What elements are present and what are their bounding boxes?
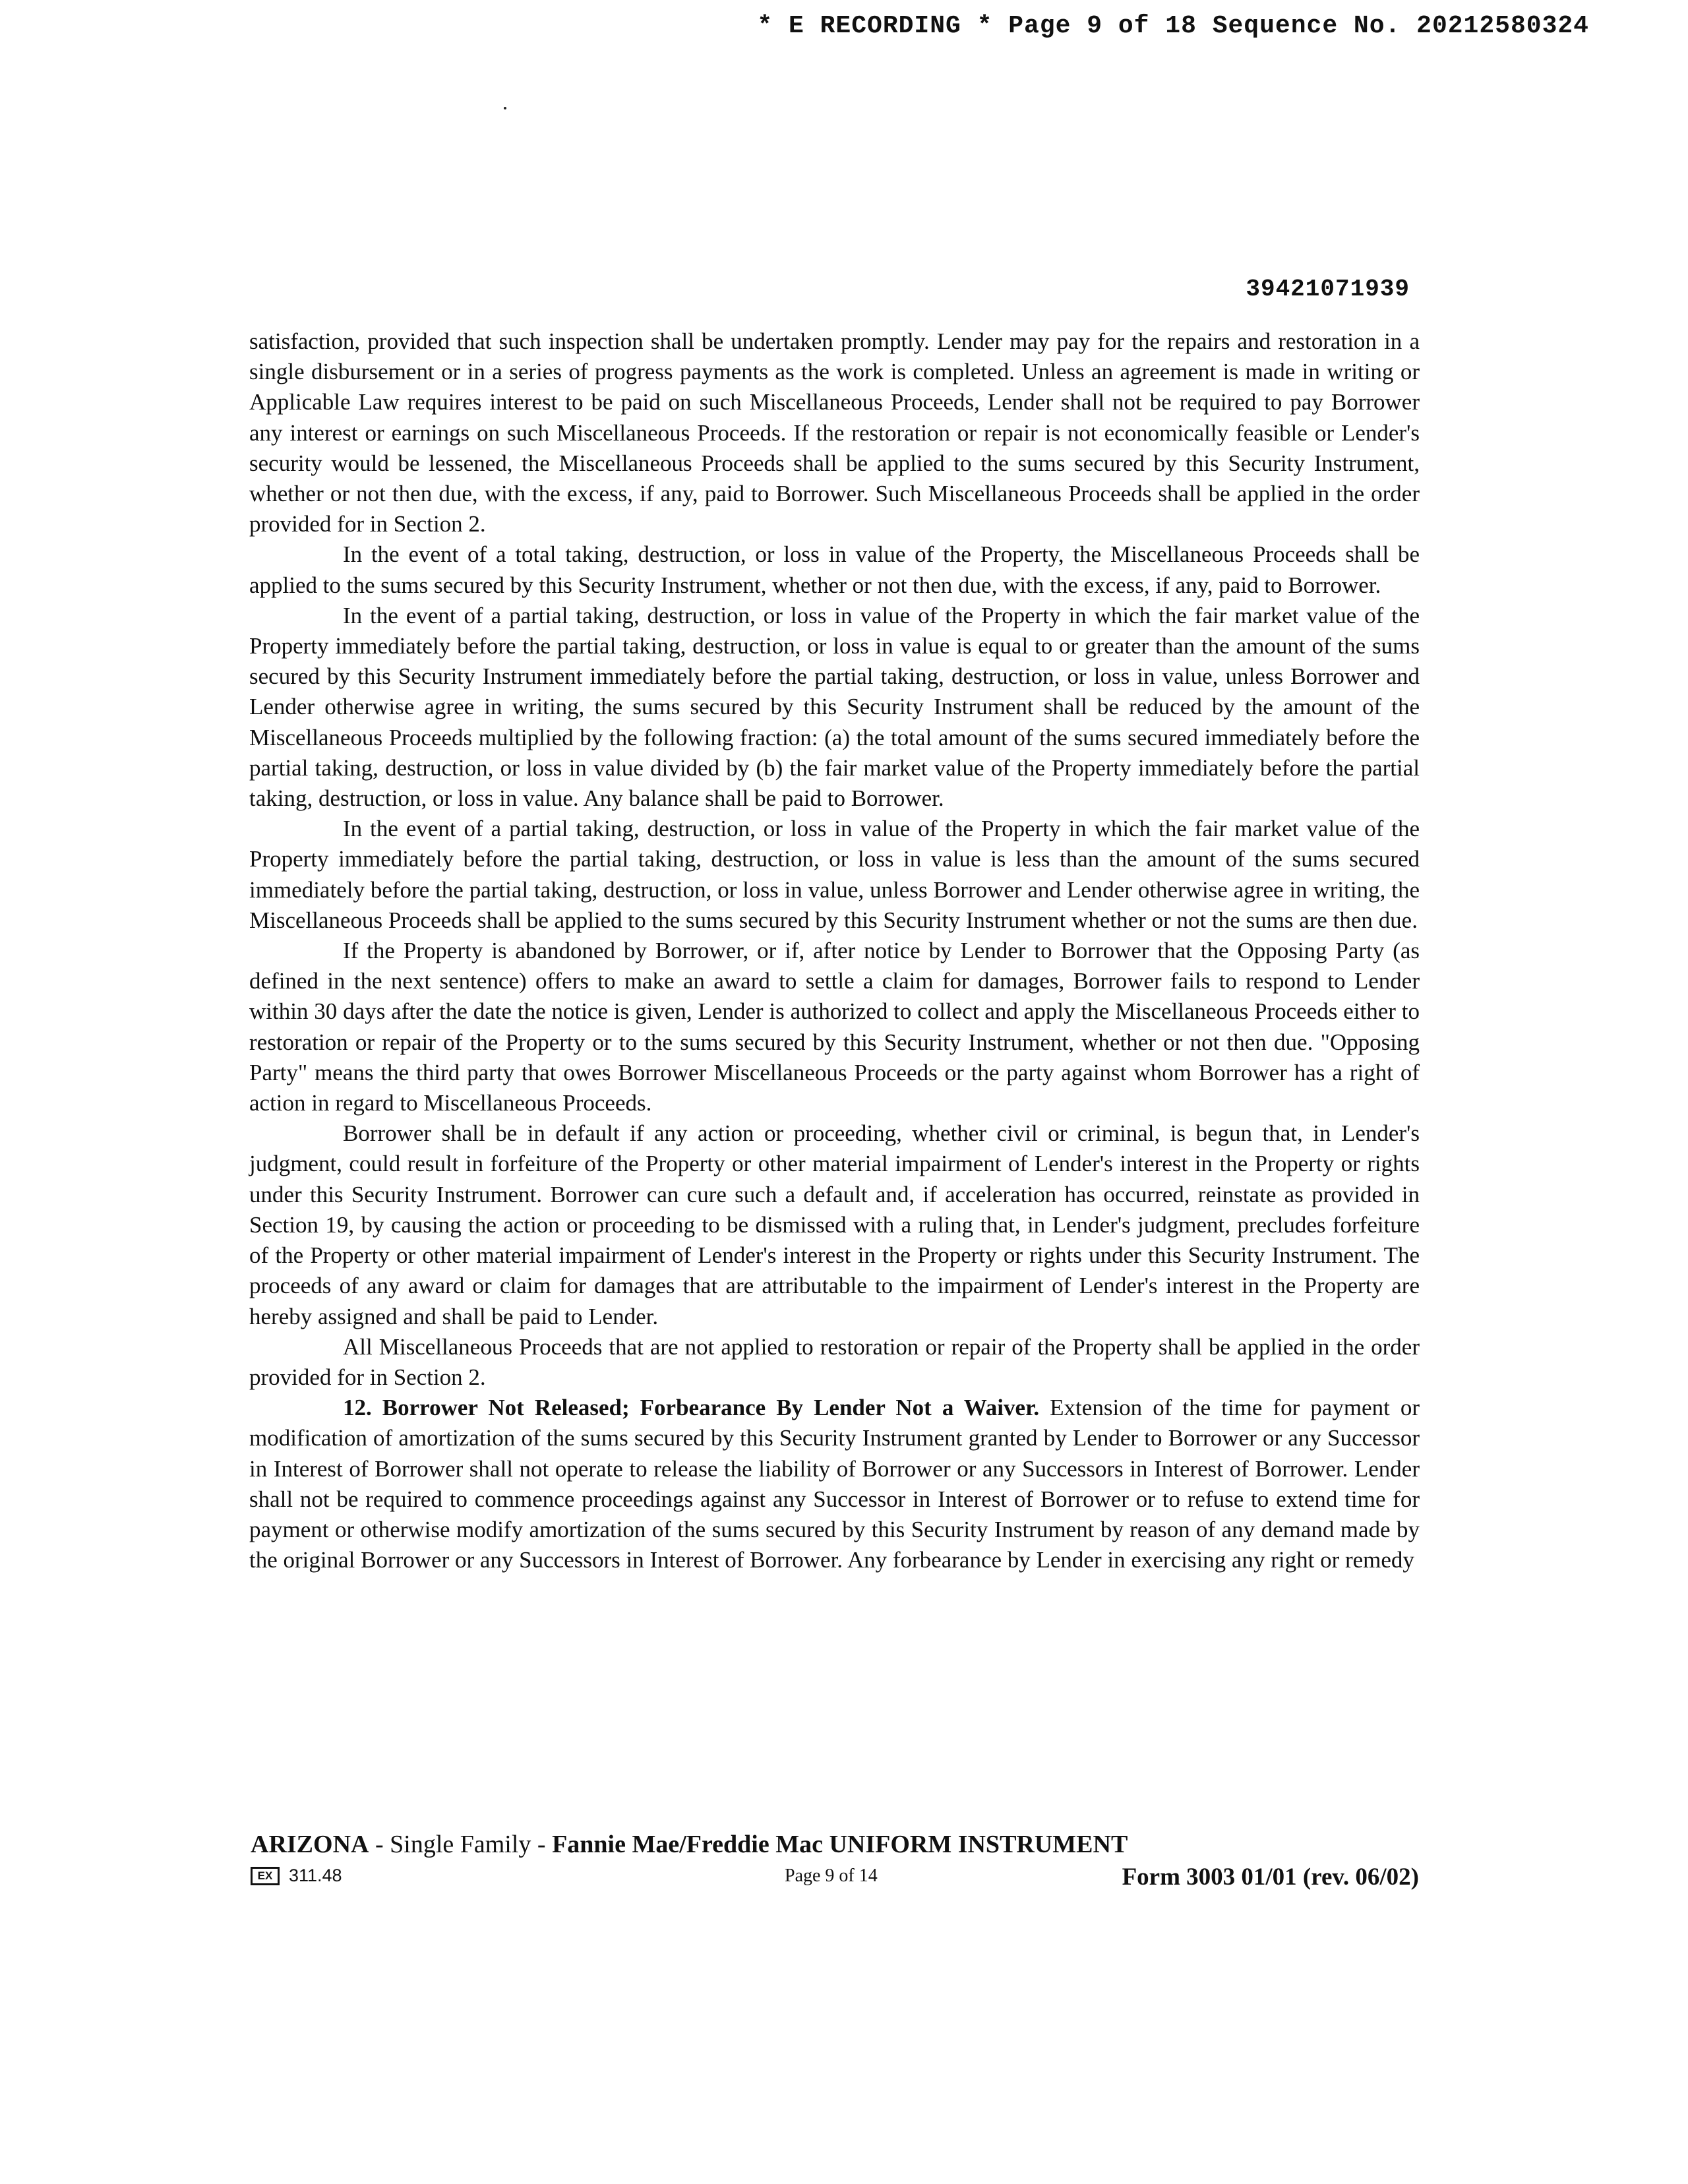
section-12-text: Extension of the time for payment or modification of amortization of the sums secured by this Security Instrument granted by Lender to Borrower or any Successor in Interest of Borrower shall not operate to release the liability of Borrower or any Successors in Interest of Borrower. Lender shall not be required to commence proceedings against any Successor in Interest of Borrower or to refuse to extend time for payment or otherwise modify amortization of the sums secured by this Security Instrument by reason of any demand made by the original Borrower or any Successors in Interest of Borrower. Any forbearance by Lender in exercising any right or remedy: [249, 1395, 1420, 1573]
paragraph-partial-taking-less: In the event of a partial taking, destruction, or loss in value of the Property in which the fair market value of the Property immediately before the partial taking, destruction, or loss in value is less than the amount of the sums secured immediately before the partial taking, destruction, or loss in value, unless Borrower and Lender otherwise agree in writing, the Miscellaneous Proceeds shall be applied to the sums secured by this Security Instrument whether or not the sums are then due.: [249, 816, 1420, 933]
footer-title: [251, 1830, 1419, 1859]
paragraph-partial-taking-greater: In the event of a partial taking, destruction, or loss in value of the Property in which the fair market value of the Property immediately before the partial taking, destruction, or loss in value is equal to or greater than the amount of the sums secured by this Security Instrument immediately before the partial taking, destruction, or loss in value, unless Borrower and Lender otherwise agree in writing, the sums secured by this Security Instrument shall be reduced by the amount of the Miscellaneous Proceeds multiplied by the following fraction: (a) the total amount of the sums secured immediately before the partial taking, destruction, or loss in value divided by (b) the fair market value of the Property immediately before the partial taking, destruction, or loss in value. Any balance shall be paid to Borrower.: [249, 602, 1420, 812]
footer-separator: - Single Family -: [369, 1831, 553, 1858]
loan-number: 39421071939: [1246, 276, 1410, 303]
footer-instrument: Fannie Mae/Freddie Mac UNIFORM INSTRUMENT: [552, 1831, 1128, 1858]
document-body: [249, 326, 1420, 1575]
paragraph-abandonment: If the Property is abandoned by Borrower, or if, after notice by Lender to Borrower that the Opposing Party (as defined in the next sentence) offers to make an award to settle a claim for damages, Borrower fails to respond to Lender within 30 days after the date the notice is given, Lender is authorized to collect and apply the Miscellaneous Proceeds either to restoration or repair of the Property or to the sums secured by this Security Instrument, whether or not then due. "Opposing Party" means the third party that owes Borrower Miscellaneous Proceeds or the party against whom Borrower has a right of action in regard to Miscellaneous Proceeds.: [249, 938, 1420, 1116]
scan-speck: [504, 107, 506, 109]
form-code-number: 311.48: [289, 1866, 342, 1885]
paragraph-default: Borrower shall be in default if any action or proceeding, whether civil or criminal, is begun that, in Lender's judgment, could result in forfeiture of the Property or other material impairment of Lender's interest in the Property or rights under this Security Instrument. Borrower can cure such a default and, if acceleration has occurred, reinstate as provided in Section 19, by causing the action or proceeding to be dismissed with a ruling that, in Lender's judgment, precludes forfeiture of the Property or other material impairment of Lender's interest in the Property or rights under this Security Instrument. The proceeds of any award or claim for damages that are attributable to the impairment of Lender's interest in the Property are hereby assigned and shall be paid to Lender.: [249, 1120, 1420, 1329]
paragraph-continuation: satisfaction, provided that such inspection shall be undertaken promptly. Lender may pay for the repairs and restoration in a single disbursement or in a series of progress payments as the work is completed. Unless an agreement is made in writing or Applicable Law requires interest to be paid on such Miscellaneous Proceeds, Lender shall not be required to pay Borrower any interest or earnings on such Miscellaneous Proceeds. If the restoration or repair is not economically feasible or Lender's security would be lessened, the Miscellaneous Proceeds shall be applied to the sums secured by this Security Instrument, whether or not then due, with the excess, if any, paid to Borrower. Such Miscellaneous Proceeds shall be applied in the order provided for in Section 2.: [249, 328, 1420, 537]
paragraph-total-taking: In the event of a total taking, destruction, or loss in value of the Property, the Miscellaneous Proceeds shall be applied to the sums secured by this Security Instrument, whether or not then due, with the excess, if any, paid to Borrower.: [249, 541, 1420, 598]
form-number: Form 3003 01/01 (rev. 06/02): [1122, 1864, 1419, 1891]
recording-banner: * E RECORDING * Page 9 of 18 Sequence No. 20212580324: [757, 12, 1589, 40]
ellie-mae-logo-icon: EX: [251, 1867, 280, 1885]
form-footer: [251, 1830, 1419, 1897]
section-12-paragraph: [249, 1393, 1420, 1575]
footer-meta: [251, 1863, 1419, 1897]
paragraph-application: All Miscellaneous Proceeds that are not applied to restoration or repair of the Property shall be applied in the order provided for in Section 2.: [249, 1333, 1420, 1390]
section-12-heading: 12. Borrower Not Released; Forbearance By Lender Not a Waiver.: [343, 1395, 1040, 1421]
footer-state: ARIZONA: [251, 1831, 369, 1858]
page-indicator: Page 9 of 14: [785, 1866, 878, 1886]
form-code: [251, 1866, 342, 1886]
